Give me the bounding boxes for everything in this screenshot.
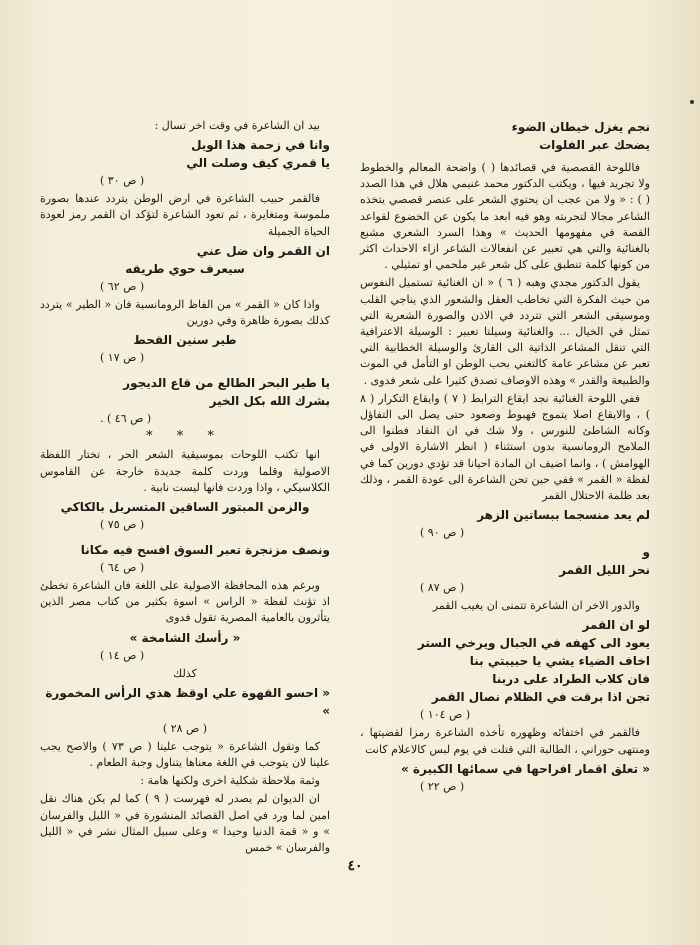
section-divider: * * *: [146, 429, 224, 445]
verse-line: سيعرف حوي طريقه: [125, 261, 245, 276]
page-reference: ( ص ٦٢ ): [100, 279, 145, 293]
paragraph: انها تكتب اللوحات بموسيقية الشعر الحر ، تختار اللفظة الاصولية وقلما وردت كلمة جديدة خارجة عن القاموس الكلاسيكي ، واذا وردت فانها ليست نابية .: [40, 448, 330, 494]
page-reference: ( ص ١٤ ): [100, 648, 145, 662]
paragraph: والدور الاخر ان الشاعرة تتمنى ان يغيب القمر: [432, 599, 640, 613]
page-reference: ( ص ٩٠ ): [420, 526, 465, 540]
verse-line: والزمن المبتور الساقين المتسربل بالكاكي: [60, 500, 310, 515]
page-reference: ( ص ٤٦ ) .: [100, 412, 152, 426]
page-reference: ( ص ١٧ ): [100, 351, 145, 365]
verse-line: نحر الليل القمر: [559, 563, 650, 578]
paragraph: فالقمر في اختفائه وظهوره تأخذه الشاعرة رمزا لقضيتها ، ومنتهى حوراني ، الطالبة التي قتلت في يوم لبس كالاعلام كانت: [360, 726, 650, 756]
page-reference: ( ص ٨٧ ): [420, 581, 465, 595]
verse-line: « تعلق اقمار افراحها في سمائها الكبيرة »: [400, 761, 650, 776]
verse-line: ان القمر وان ضل عني: [196, 243, 330, 258]
verse-line: « احسو القهوة علي اوقظ هذي الرأس المخمورة »: [45, 685, 330, 718]
lead-word: كذلك: [173, 666, 197, 680]
paragraph: يقول الدكتور مجدي وهبه ( ٦ ) « ان الغنائية تستميل النفوس من حيث الفكرة التي تخاطب العقل والشعور الذي يناجي القلب وموسيقى الشعر التي تتردد في الاذن والصورة الشعرية التي تمثل في الخيال ... والغنائية وسيلتا تعبير : الوسيلة الاعترافية التي تنقل المشاعر الذاتية الى القارئ والوسيلة الخطابية التي تعبر عن مشاعر عامة كالتغني بحب الوطن او التأمل في الموت والطبيعة والقدر » وهذه الاوصاف تصدق كثيرا على شعر فدوى .: [360, 276, 650, 387]
paragraph: فالقمر حبيب الشاعرة في ارض الوطن يتردد عندها بصورة ملموسة ومتغايرة ، ثم تعود الشاعرة لتؤكد ان القمر رمز لعودة الحياة الجميلة: [40, 192, 330, 238]
left-column: [40, 118, 330, 858]
paragraph: كما وتقول الشاعرة « يتوجب علينا ( ص ٧٣ ) والاصح يجب علينا لان يتوجب في اللغة معناها يتناول وجبة الطعام .: [40, 739, 330, 770]
paragraph: وبرغم هذه المحافظة الاصولية على اللغة فان الشاعرة تخطئ اذ تؤنث لفظة « الراس » اسوة بكثير من كتاب مصر الذين يتأثرون بالعامية المصرية تقول فدوى: [40, 579, 330, 625]
scan-mark: [690, 100, 694, 104]
verse-line: يعود الى كهفه في الجبال ويرخي الستر: [417, 636, 650, 651]
page-reference: ( ص ١٠٤ ): [420, 708, 471, 722]
page-reference: ( ص ٣٠ ): [100, 174, 145, 188]
verse-line: بشرك الله بكل الخير: [209, 394, 330, 409]
page-reference: ( ص ٢٨ ): [162, 721, 208, 735]
verse-line: يا طير البحر الطالع من قاع الديجور: [123, 376, 330, 391]
page-number: ٤٠: [347, 858, 363, 874]
verse-line: لو ان القمر: [582, 618, 650, 633]
paragraph: وثمة ملاحظة شكلية اخرى ولكنها هامة :: [140, 774, 320, 788]
verse-heading: يضحك عبر الفلوات: [539, 138, 650, 152]
verse-line: تجن اذا برقت في الظلام نصال القمر: [431, 690, 650, 705]
paragraph: ففي اللوحة الغنائية نجد ايقاع الترابط ( ٧ ) وايقاع التكرار ( ٨ ) ، والايقاع اصلا يتموج فهبوط وصعود حتى يصل الى التفاؤل وكانه الشاطئ للنورس ، ولا شك في ان النقاد فطنوا الى الملامح الرومانسية بدون استثناء ( انظر الاشارة الاولى في الهوامش ) ، وانما اضيف ان المادة احيانا قد تؤدي دورين كما في لفظة « القمر » ففي حين تحن الشاعرة الى عودة القمر ، وذلك بعد ظلمة الاحتلال القمر: [360, 391, 650, 503]
verse-line: وانا في زحمة هذا الويل: [191, 138, 330, 153]
verse-line: يا قمري كيف وصلت الي: [186, 156, 330, 171]
page-reference: ( ص ٧٥ ): [100, 518, 145, 532]
paragraph: واذا كان « القمر » من الفاظ الرومانسية فان « الطير » يتردد كذلك بصورة ظاهرة وفي دورين: [40, 297, 330, 328]
paragraph: ان الديوان لم يصدر له فهرست ( ٩ ) كما لم يكن هناك نقل امين لما ورد في اصل القصائد المنشورة في « الليل والفرسان » و « قمة الدنيا وحيدا » وعلى سبيل المثال نشر في « الليل والفرسان » خمس: [40, 792, 330, 855]
verse-line: « رأسك الشامخة »: [129, 630, 241, 645]
right-column: [360, 118, 650, 797]
verse-line: طير سنين القحط: [133, 333, 237, 348]
verse-heading: نجم يغزل خيطان الضوء: [511, 120, 650, 134]
verse-line: ونصف مزنجرة تعبر السوق افسح فيه مكانا: [80, 543, 330, 558]
verse-line: لم يعد منسجما ببساتين الزهر: [477, 508, 650, 523]
verse-line: اخاف الضياء يشي يا حبيبتي بنا: [469, 654, 650, 669]
paragraph: فاللوحة القصصية في قصائدها ( ) واضحة المعالم والخطوط ولا تجريد فيها ، ويكتب الدكتور محمد غنيمي هلال في هذا الصدد ( ) : « ولا من عجب ان يحتوي الشعر على عنصر قصصي يتخذه الشاعر مجالا لتجربته وهو فيه ابعد ما يكون عن الخضوع لقواعد القصة في مفهومها الحديث » وهذا السرد الشعري مشبع بالغنائية والتي هي تعبير عن انفعالات الشاعر ازاء الاحداث اكثر من كونها كلمة تنطبق على كل شعر غير ملحمي او تمثيلي .: [360, 161, 650, 272]
verse-line: فان كلاب الطراد على دربنا: [492, 672, 650, 687]
page-reference: ( ص ٦٤ ): [100, 561, 145, 575]
paragraph: بيد ان الشاعرة في وقت اخر تسال :: [154, 119, 320, 132]
page-reference: ( ص ٢٢ ): [420, 779, 465, 793]
verse-conjunction: و: [642, 545, 650, 560]
